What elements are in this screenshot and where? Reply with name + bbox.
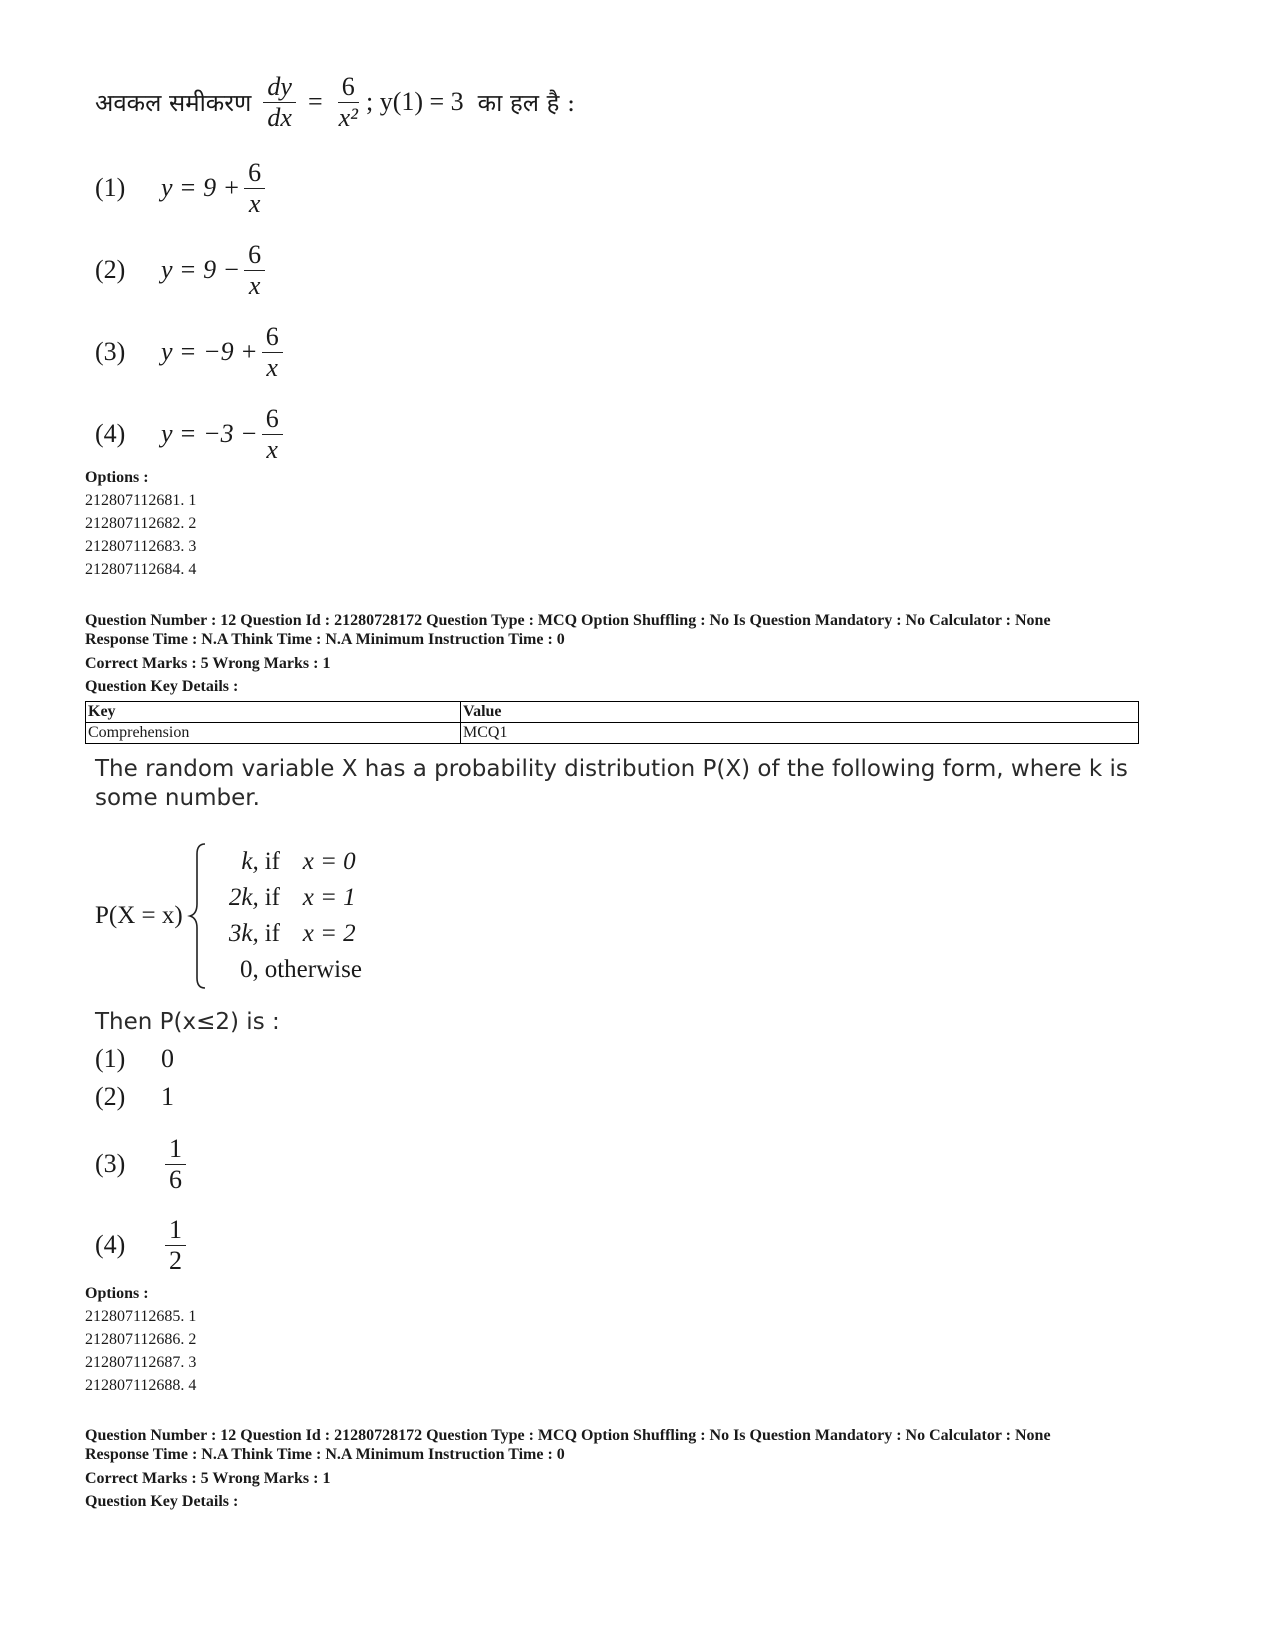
q12-key-details: Question Key Details :	[85, 678, 239, 695]
option-id: 212807112682. 2	[85, 515, 197, 532]
q11-lhs-fraction: $\frac{dy}{dx}$	[263, 72, 296, 133]
table-header-value: Value	[461, 702, 1139, 723]
option-id: 212807112687. 3	[85, 1354, 197, 1371]
q11-suffix: का हल है :	[477, 88, 576, 117]
pdf-cases: k, if x = 0 2k, if x = 1 3k, if x = 2 0, otherwise	[228, 848, 362, 983]
q11-condition: ; y(1) = 3	[365, 87, 464, 117]
q11-choice-2: (2) y = 9 − $\frac{6}{x}$	[95, 240, 269, 301]
option-id: 212807112681. 1	[85, 492, 197, 509]
option-id: 212807112683. 3	[85, 538, 197, 555]
table-header-key: Key	[86, 702, 461, 723]
key-value-table	[85, 701, 1139, 744]
q11-equals: =	[307, 87, 323, 117]
q11-choice-4: (4) y = −3 − $\frac{6}{x}$	[95, 404, 287, 465]
q12-marks: Correct Marks : 5 Wrong Marks : 1	[85, 655, 331, 672]
q11-stem	[95, 72, 575, 133]
q12-options	[85, 1282, 196, 1397]
option-id: 212807112685. 1	[85, 1308, 197, 1325]
q12-choice-1: (1) 0	[95, 1044, 174, 1073]
question-meta-line2: Response Time : N.A Think Time : N.A Minimum Instruction Time : 0	[85, 631, 565, 648]
q13-meta	[85, 1426, 1051, 1464]
q12-meta	[85, 611, 1051, 649]
q11-rhs-fraction: $\frac{6}{\text{x²}}$	[338, 72, 358, 132]
q12-choice-2: (2) 1	[95, 1082, 174, 1111]
option-id: 212807112688. 4	[85, 1377, 197, 1394]
table-cell-value: MCQ1	[461, 723, 1139, 744]
q11-options	[85, 466, 196, 581]
question-meta-line1: Question Number : 12 Question Id : 21280728172 Question Type : MCQ Option Shuffling : No Is Question Mandatory : No Calculator : None	[85, 1427, 1051, 1444]
q11-prefix: अवकल समीकरण	[95, 88, 252, 117]
option-id: 212807112684. 4	[85, 561, 197, 578]
options-label: Options :	[85, 469, 149, 486]
question-meta-line2: Response Time : N.A Think Time : N.A Minimum Instruction Time : 0	[85, 1446, 565, 1463]
q12-then: Then P(x≤2) is :	[95, 1009, 280, 1035]
question-meta-line1: Question Number : 12 Question Id : 21280728172 Question Type : MCQ Option Shuffling : No Is Question Mandatory : No Calculator : None	[85, 612, 1051, 629]
q12-stem: The random variable X has a probability distribution P(X) of the following form, where k is some number.	[95, 756, 1128, 811]
left-brace-icon	[187, 842, 209, 990]
table-cell-key: Comprehension	[86, 723, 461, 744]
q12-choice-3: (3) $\frac{1}{6}$	[95, 1134, 190, 1195]
pdf-definition	[95, 842, 362, 990]
q11-choice-3: (3) y = −9 + $\frac{6}{x}$	[95, 322, 287, 383]
q13-marks: Correct Marks : 5 Wrong Marks : 1	[85, 1470, 331, 1487]
option-id: 212807112686. 2	[85, 1331, 197, 1348]
q12-choice-4: (4) $\frac{1}{2}$	[95, 1215, 190, 1276]
q13-key-details: Question Key Details :	[85, 1493, 239, 1510]
q11-choice-1: (1) y = 9 + $\frac{6}{x}$	[95, 158, 269, 219]
options-label: Options :	[85, 1285, 149, 1302]
pdf-lhs: P(X = x)	[95, 902, 183, 929]
